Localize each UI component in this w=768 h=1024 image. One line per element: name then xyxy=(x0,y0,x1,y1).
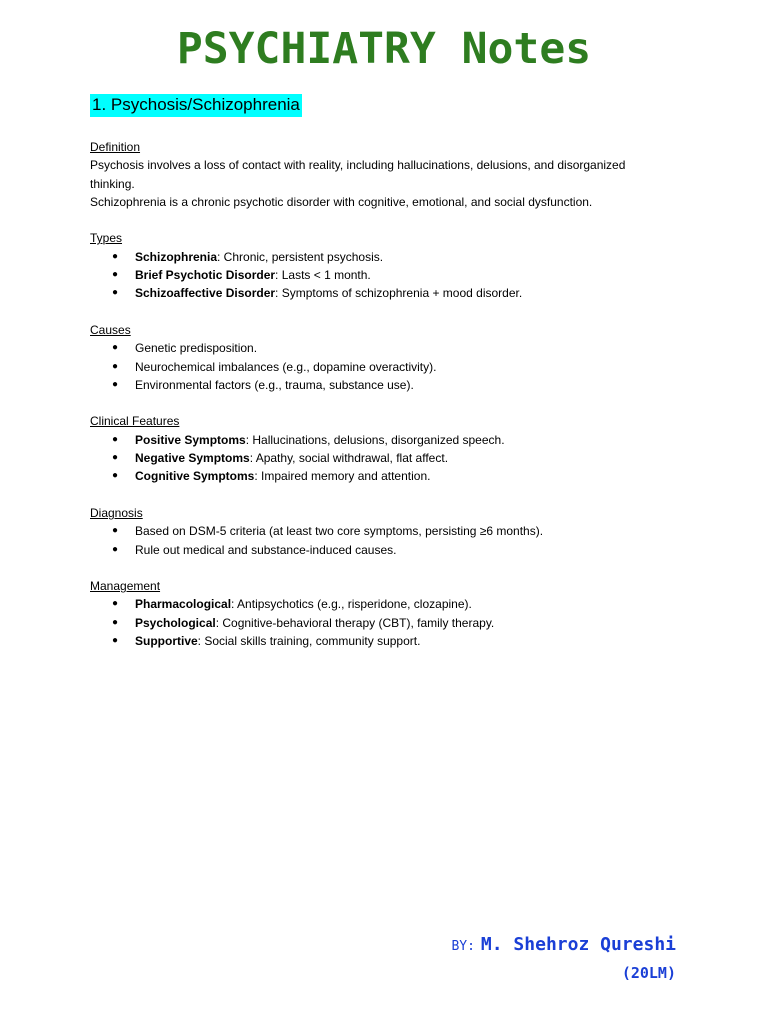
notes-content xyxy=(90,138,690,669)
bullet-icon: ● xyxy=(112,470,119,482)
list-item-term: Cognitive Symptoms xyxy=(135,469,255,484)
clinical-features-heading: Clinical Features xyxy=(90,414,180,429)
types-section xyxy=(90,229,690,302)
diagnosis-list xyxy=(90,522,690,559)
bullet-icon: ● xyxy=(112,452,119,464)
clinical-features-list xyxy=(90,431,690,486)
list-item xyxy=(90,541,690,559)
clinical-features-section xyxy=(90,412,690,485)
list-item-term: Pharmacological xyxy=(135,597,232,612)
diagnosis-section xyxy=(90,504,690,559)
management-list xyxy=(90,595,690,650)
list-item xyxy=(90,449,690,467)
bullet-icon: ● xyxy=(112,378,119,390)
definition-section xyxy=(90,138,690,211)
bullet-icon: ● xyxy=(112,635,119,647)
list-item-text: : Hallucinations, delusions, disorganized speech. xyxy=(245,432,505,447)
definition-line: Schizophrenia is a chronic psychotic disorder with cognitive, emotional, and social dysfunction. xyxy=(90,194,593,209)
list-item-text: : Impaired memory and attention. xyxy=(254,469,431,484)
section-heading: 1. Psychosis/Schizophrenia xyxy=(90,94,302,117)
bullet-icon: ● xyxy=(112,269,119,281)
list-item xyxy=(90,467,690,485)
page-title: PSYCHIATRY Notes xyxy=(176,24,592,74)
author-id: (20LM) xyxy=(621,964,676,982)
list-item-text: Genetic predisposition. xyxy=(135,341,258,356)
list-item xyxy=(90,431,690,449)
bullet-icon: ● xyxy=(112,616,119,628)
author-name: M. Shehroz Qureshi xyxy=(480,934,676,955)
types-list xyxy=(90,248,690,303)
management-section xyxy=(90,577,690,650)
list-item-text: : Antipsychotics (e.g., risperidone, clozapine). xyxy=(231,597,472,612)
definition-line: thinking. xyxy=(90,176,135,191)
list-item-term: Psychological xyxy=(135,615,216,630)
list-item xyxy=(90,358,690,376)
list-item xyxy=(90,266,690,284)
list-item-term: Positive Symptoms xyxy=(135,432,246,447)
causes-section xyxy=(90,321,690,394)
list-item-term: Negative Symptoms xyxy=(135,451,250,466)
list-item xyxy=(90,522,690,540)
list-item-term: Schizophrenia xyxy=(135,249,218,264)
list-item-text: Environmental factors (e.g., trauma, substance use). xyxy=(135,377,414,392)
list-item-text: : Chronic, persistent psychosis. xyxy=(217,249,384,264)
management-heading: Management xyxy=(90,579,161,594)
bullet-icon: ● xyxy=(112,287,119,299)
list-item-text: : Lasts < 1 month. xyxy=(275,268,371,283)
list-item-text: : Symptoms of schizophrenia + mood disorder. xyxy=(275,286,523,301)
bullet-icon: ● xyxy=(112,433,119,445)
list-item-term: Schizoaffective Disorder xyxy=(135,286,276,301)
causes-list xyxy=(90,339,690,394)
bullet-icon: ● xyxy=(112,543,119,555)
list-item xyxy=(90,284,690,302)
list-item xyxy=(90,595,690,613)
list-item-text: : Apathy, social withdrawal, flat affect. xyxy=(249,451,449,466)
list-item-text: : Cognitive-behavioral therapy (CBT), family therapy. xyxy=(215,615,495,630)
list-item xyxy=(90,376,690,394)
definition-line: Psychosis involves a loss of contact with reality, including hallucinations, delusions, and disorganized xyxy=(90,158,626,173)
list-item xyxy=(90,248,690,266)
list-item-text: : Social skills training, community support. xyxy=(197,634,421,649)
bullet-icon: ● xyxy=(112,342,119,354)
list-item xyxy=(90,339,690,357)
definition-heading: Definition xyxy=(90,140,141,154)
list-item-text: Based on DSM-5 criteria (at least two core symptoms, persisting ≥6 months). xyxy=(135,524,544,539)
bullet-icon: ● xyxy=(112,598,119,610)
causes-heading: Causes xyxy=(90,322,131,337)
bullet-icon: ● xyxy=(112,250,119,262)
list-item xyxy=(90,632,690,650)
types-heading: Types xyxy=(90,231,123,246)
bullet-icon: ● xyxy=(112,525,119,537)
by-label: BY: xyxy=(451,939,475,954)
list-item xyxy=(90,614,690,632)
list-item-text: Rule out medical and substance-induced causes. xyxy=(135,542,397,557)
bullet-icon: ● xyxy=(112,360,119,372)
list-item-term: Supportive xyxy=(135,634,198,649)
author-credit xyxy=(451,934,676,955)
list-item-text: Neurochemical imbalances (e.g., dopamine overactivity). xyxy=(135,359,437,374)
diagnosis-heading: Diagnosis xyxy=(90,505,143,520)
list-item-term: Brief Psychotic Disorder xyxy=(135,268,276,283)
